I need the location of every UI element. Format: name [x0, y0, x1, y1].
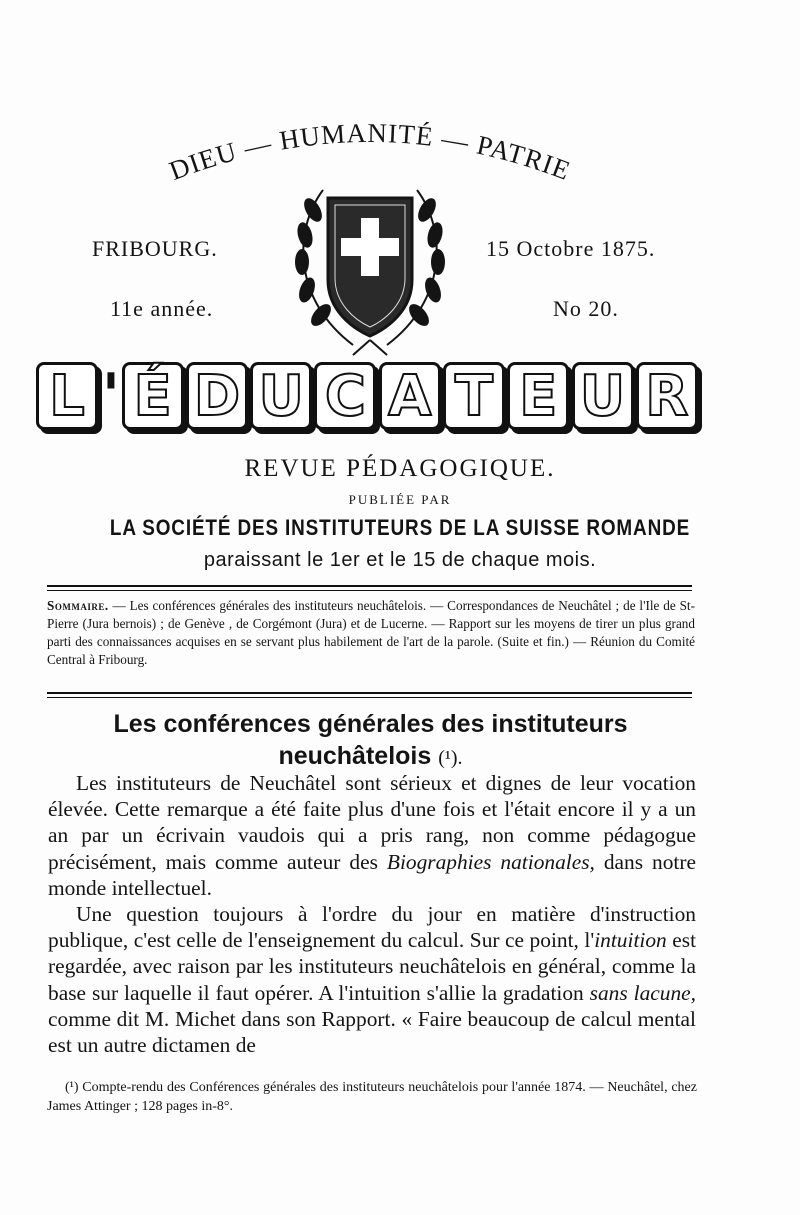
masthead-letter: T	[443, 362, 507, 434]
masthead-letter: C	[314, 362, 378, 434]
publication-frequency: paraissant le 1er et le 15 de chaque mois.	[203, 549, 597, 571]
society-name: LA SOCIÉTÉ DES INSTITUTEURS DE LA SUISSE ROMANDE	[109, 515, 691, 540]
divider	[47, 697, 692, 698]
volume-year: 11e année.	[110, 296, 214, 321]
summary-label: Sommaire.	[47, 598, 109, 613]
masthead-title	[36, 362, 700, 442]
masthead-letter: E	[507, 362, 571, 434]
paragraph: Une question toujours à l'ordre du jour en matière d'instruction publique, c'est celle de l'enseignement du calcul. Sur ce point, l'intuition est regardée, avec raison par les instituteurs neuchâtelois en général, comme la base sur laquelle il faut opérer. A l'intuition s'allie la gradation sans lacune, comme dit M. Michet dans son Rapport. « Faire beaucoup de calcul mental est un autre dictamen de	[48, 902, 697, 1058]
issue-number: No 20.	[553, 296, 619, 321]
masthead-letter: '	[101, 361, 121, 431]
masthead-letter: R	[636, 362, 700, 434]
article-body	[48, 770, 696, 1058]
masthead-letter: É	[122, 362, 186, 434]
issue-date: 15 Octobre 1875.	[486, 236, 656, 261]
motto-text: DIEU — HUMANITÉ — PATRIE	[165, 117, 575, 187]
city: FRIBOURG.	[92, 236, 218, 261]
published-by: PUBLIÉE PAR	[348, 492, 452, 507]
paragraph: Les instituteurs de Neuchâtel sont sérieux et dignes de leur vocation élevée. Cette remarque a été faite plus d'une fois et l'était encore il y a un an par un écrivain vaudois qui a pris rang, non comme pédagogue précisément, mais comme auteur des Biographies nationales, dans notre monde intellectuel.	[48, 771, 696, 900]
divider	[47, 692, 692, 694]
article-title-text: Les conférences générales des instituteurs neuchâtelois	[113, 710, 628, 770]
divider	[47, 585, 692, 587]
table-of-contents	[47, 597, 695, 669]
masthead-letter: L	[36, 362, 100, 434]
masthead-letter: A	[379, 362, 443, 434]
article-title-note: (¹).	[438, 747, 463, 769]
article-title	[48, 708, 693, 774]
masthead-letter: U	[250, 362, 314, 434]
journal-subtitle: REVUE PÉDAGOGIQUE.	[244, 455, 556, 482]
summary-text: — Les conférences générales des instituteurs neuchâtelois. — Correspondances de Neuchâtel ; de l'Ile de St-Pierre (Jura bernois) ; de Genève , de Corgémont (Jura) et de Lucerne. — Rapport sur les moyens de tirer un plus grand parti des connaissances acquises en se servant plus habilement de l'art de la parole. (Suite et fin.) — Réunion du Comité Central à Fribourg.	[47, 598, 695, 667]
masthead-letter: D	[186, 362, 250, 434]
swiss-cross-shield-icon	[283, 170, 457, 360]
divider	[47, 590, 692, 591]
masthead-letter: U	[572, 362, 636, 434]
footnote: (¹) Compte-rendu des Conférences générales des instituteurs neuchâtelois pour l'année 1874. — Neuchâtel, chez James Attinger ; 128 pages in-8°.	[47, 1080, 697, 1114]
